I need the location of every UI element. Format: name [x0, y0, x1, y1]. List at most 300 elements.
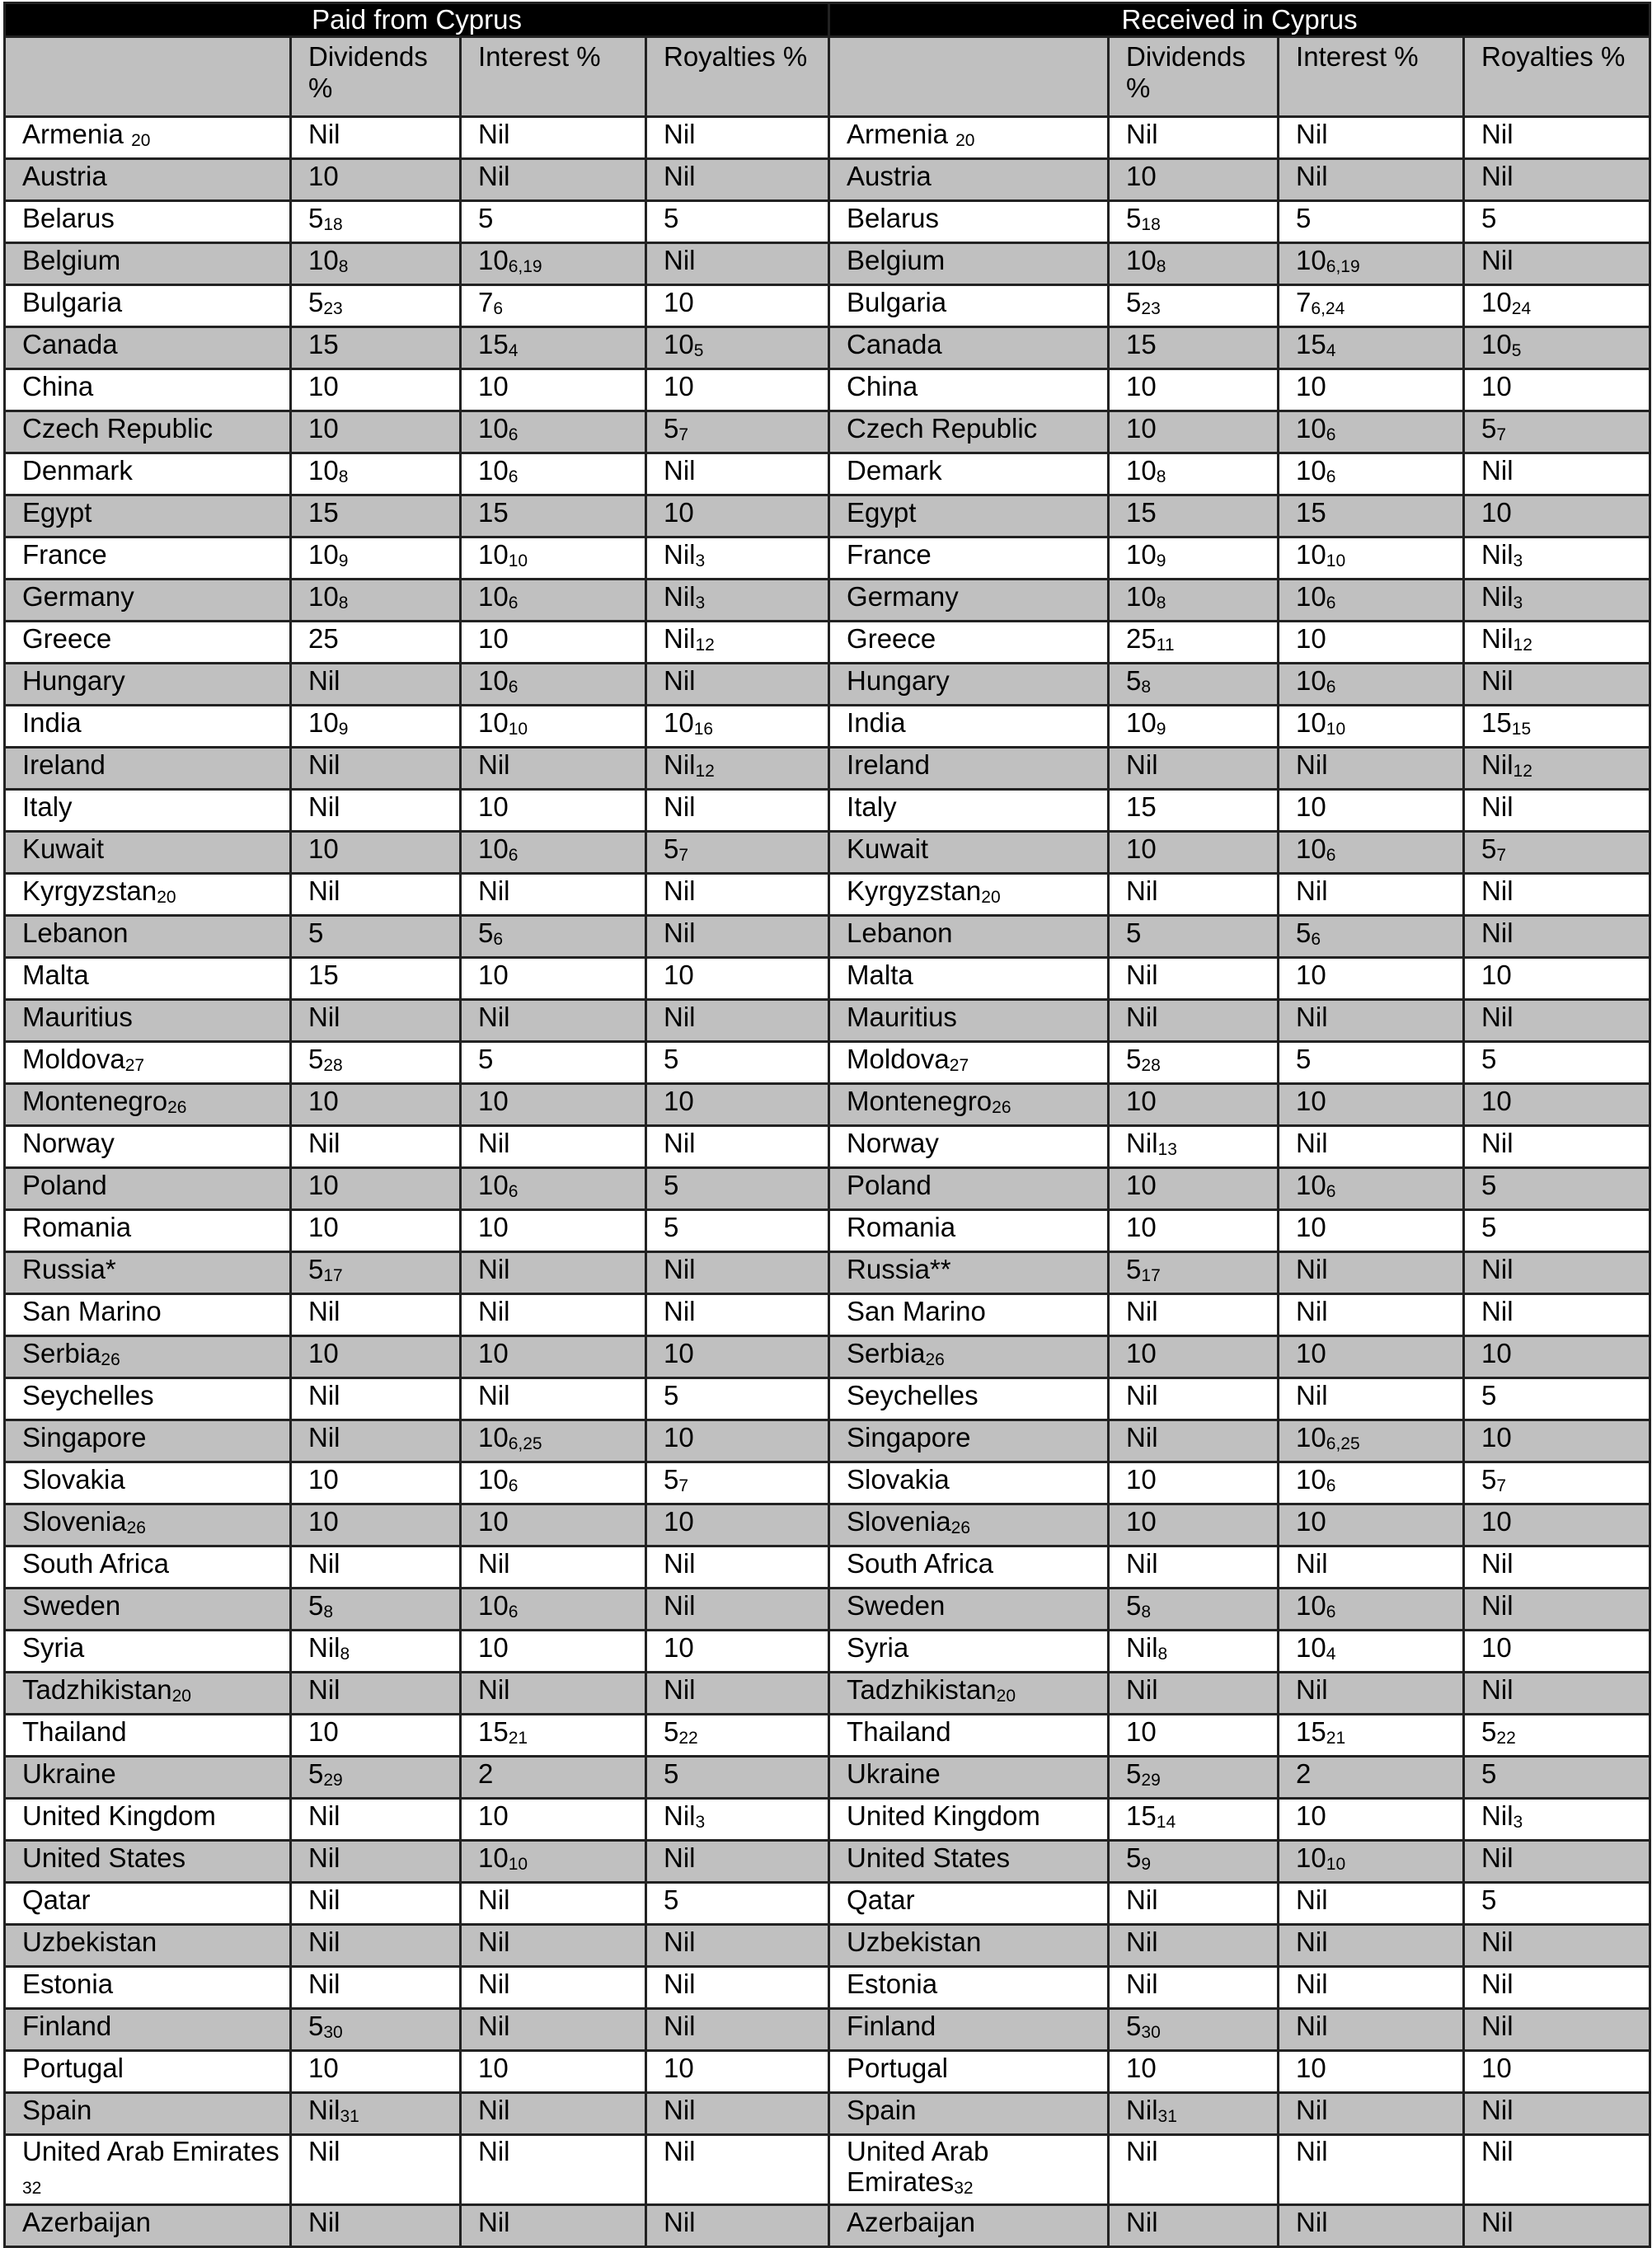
received-country-cell — [829, 1589, 1109, 1631]
paid-country-value: Syria — [22, 1632, 85, 1663]
paid-interest-cell — [461, 916, 646, 958]
paid-royalties-footnote: 22 — [678, 1729, 698, 1748]
paid-dividends-cell — [291, 1504, 461, 1546]
received-dividends-value: 10 — [1126, 1170, 1157, 1200]
paid-royalties-value: Nil — [664, 1674, 696, 1705]
paid-interest-value: 7 — [478, 287, 494, 317]
received-royalties-value: Nil — [1481, 1590, 1514, 1621]
received-dividends-cell — [1109, 495, 1279, 537]
received-country-value: Moldova — [847, 1044, 950, 1074]
received-royalties-value: 5 — [1481, 1758, 1497, 1789]
received-royalties-value: 10 — [1481, 1422, 1512, 1453]
paid-country-cell — [5, 1042, 291, 1084]
received-dividends-cell — [1109, 874, 1279, 916]
received-dividends-footnote: 8 — [1156, 257, 1166, 276]
paid-country-value: San Marino — [22, 1296, 162, 1326]
received-interest-value: 10 — [1296, 960, 1326, 990]
paid-country-value: India — [22, 707, 82, 738]
table-row — [5, 537, 1650, 580]
received-dividends-cell — [1109, 1378, 1279, 1420]
received-royalties-value: Nil — [1481, 1002, 1514, 1032]
received-country-value: South Africa — [847, 1548, 993, 1579]
paid-interest-value: 10 — [478, 665, 509, 696]
paid-royalties-value: 10 — [664, 497, 694, 528]
received-royalties-value: Nil — [1481, 1548, 1514, 1579]
paid-interest-cell — [461, 2205, 646, 2247]
received-interest-cell — [1279, 1504, 1464, 1546]
paid-interest-value: 10 — [478, 1464, 509, 1495]
received-royalties-value: Nil — [1481, 1296, 1514, 1326]
received-dividends-value: Nil — [1126, 2136, 1158, 2166]
received-interest-cell — [1279, 1546, 1464, 1589]
received-interest-value: Nil — [1296, 1548, 1328, 1579]
paid-country-value: Serbia — [22, 1338, 101, 1368]
received-royalties-cell — [1464, 1126, 1650, 1168]
received-dividends-value: 10 — [1126, 413, 1157, 443]
received-dividends-footnote: 13 — [1157, 1140, 1177, 1159]
received-royalties-footnote: 22 — [1496, 1729, 1516, 1748]
paid-country-value: China — [22, 371, 94, 401]
received-dividends-value: 10 — [1126, 245, 1157, 275]
received-country-cell — [829, 706, 1109, 748]
received-country-cell — [829, 916, 1109, 958]
received-interest-cell — [1279, 1925, 1464, 1967]
received-royalties-cell — [1464, 1757, 1650, 1799]
received-dividends-cell — [1109, 748, 1279, 790]
received-interest-cell — [1279, 243, 1464, 285]
paid-royalties-cell — [646, 874, 829, 916]
received-dividends-cell — [1109, 1757, 1279, 1799]
received-royalties-cell — [1464, 748, 1650, 790]
paid-dividends-value: Nil — [308, 1674, 340, 1705]
received-royalties-cell — [1464, 1546, 1650, 1589]
paid-dividends-value: Nil — [308, 2095, 340, 2125]
paid-country-cell — [5, 1967, 291, 2009]
table-row — [5, 832, 1650, 874]
paid-country-footnote: 20 — [171, 1687, 191, 1706]
received-country-value: Azerbaijan — [847, 2207, 975, 2237]
received-dividends-cell — [1109, 790, 1279, 832]
paid-interest-footnote: 4 — [508, 341, 519, 360]
paid-country-cell — [5, 1757, 291, 1799]
received-royalties-footnote: 7 — [1496, 1476, 1507, 1495]
paid-country-cell — [5, 2051, 291, 2093]
paid-dividends-cell — [291, 1799, 461, 1841]
paid-country-value: South Africa — [22, 1548, 169, 1579]
received-interest-value: 10 — [1296, 1800, 1326, 1831]
paid-dividends-value: 15 — [308, 329, 339, 359]
received-country-footnote: 20 — [981, 888, 1001, 907]
received-dividends-cell — [1109, 1589, 1279, 1631]
received-country-cell — [829, 1841, 1109, 1883]
paid-royalties-value: Nil — [664, 119, 696, 149]
paid-royalties-value: 10 — [664, 1086, 694, 1116]
received-royalties-footnote: 12 — [1513, 636, 1532, 655]
paid-royalties-value: 5 — [664, 413, 679, 443]
paid-dividends-value: 10 — [308, 1716, 339, 1747]
table-row — [5, 1042, 1650, 1084]
paid-interest-footnote: 6 — [508, 678, 519, 697]
table-row — [5, 1252, 1650, 1294]
received-interest-cell — [1279, 706, 1464, 748]
paid-royalties-value: Nil — [664, 1254, 696, 1284]
table-row — [5, 1336, 1650, 1378]
received-interest-value: Nil — [1296, 1254, 1328, 1284]
received-royalties-cell — [1464, 2135, 1650, 2205]
paid-royalties-header: Royalties % — [646, 37, 829, 117]
received-royalties-value: 5 — [1481, 1212, 1497, 1242]
paid-interest-cell — [461, 1715, 646, 1757]
paid-interest-cell — [461, 495, 646, 537]
paid-interest-cell — [461, 1546, 646, 1589]
paid-country-value: Canada — [22, 329, 118, 359]
paid-dividends-footnote: 8 — [338, 467, 349, 486]
received-dividends-cell — [1109, 1546, 1279, 1589]
table-row — [5, 1504, 1650, 1546]
received-dividends-cell — [1109, 411, 1279, 453]
paid-dividends-value: 5 — [308, 1758, 324, 1789]
paid-interest-value: 15 — [478, 1716, 509, 1747]
paid-interest-cell — [461, 1631, 646, 1673]
received-dividends-footnote: 31 — [1157, 2107, 1177, 2126]
paid-country-value: Czech Republic — [22, 413, 214, 443]
received-country-cell — [829, 1546, 1109, 1589]
paid-dividends-value: 25 — [308, 623, 339, 654]
received-dividends-value: 5 — [1126, 2011, 1142, 2041]
table-row — [5, 369, 1650, 411]
paid-dividends-value: Nil — [308, 665, 340, 696]
paid-dividends-cell — [291, 2009, 461, 2051]
paid-royalties-value: Nil — [664, 161, 696, 191]
paid-country-value: Kyrgyzstan — [22, 875, 157, 906]
received-dividends-value: 5 — [1126, 665, 1142, 696]
paid-interest-cell — [461, 664, 646, 706]
received-dividends-cell — [1109, 243, 1279, 285]
paid-country-value: Ukraine — [22, 1758, 116, 1789]
received-country-value: San Marino — [847, 1296, 986, 1326]
received-country-value: India — [847, 707, 906, 738]
received-interest-cell — [1279, 1294, 1464, 1336]
received-interest-value: Nil — [1296, 2136, 1328, 2166]
received-dividends-cell — [1109, 2205, 1279, 2247]
received-royalties-value: 10 — [1481, 287, 1512, 317]
received-interest-cell — [1279, 622, 1464, 664]
paid-dividends-cell — [291, 2093, 461, 2135]
received-interest-cell — [1279, 2205, 1464, 2247]
received-interest-cell — [1279, 790, 1464, 832]
received-royalties-footnote: 3 — [1513, 594, 1523, 612]
paid-interest-cell — [461, 1294, 646, 1336]
paid-royalties-cell — [646, 2009, 829, 2051]
received-country-cell — [829, 1168, 1109, 1210]
received-royalties-cell — [1464, 1420, 1650, 1462]
paid-dividends-value: Nil — [308, 1548, 340, 1579]
received-interest-footnote: 6,25 — [1326, 1434, 1360, 1453]
received-interest-footnote: 6 — [1326, 1182, 1336, 1201]
received-dividends-value: Nil — [1126, 1927, 1158, 1957]
paid-country-value: Azerbaijan — [22, 2207, 151, 2237]
received-country-cell — [829, 874, 1109, 916]
paid-interest-cell — [461, 117, 646, 159]
table-row — [5, 495, 1650, 537]
received-dividends-footnote: 18 — [1141, 215, 1161, 234]
received-dividends-cell — [1109, 1715, 1279, 1757]
received-dividends-value: 10 — [1126, 161, 1157, 191]
paid-country-cell — [5, 1715, 291, 1757]
paid-country-cell — [5, 1252, 291, 1294]
received-country-cell — [829, 159, 1109, 201]
received-country-value: Ireland — [847, 749, 930, 780]
paid-dividends-value: 10 — [308, 1212, 339, 1242]
received-interest-cell — [1279, 411, 1464, 453]
paid-dividends-cell — [291, 1841, 461, 1883]
paid-interest-cell — [461, 832, 646, 874]
paid-dividends-cell — [291, 1126, 461, 1168]
paid-dividends-footnote: 31 — [340, 2107, 359, 2126]
received-royalties-footnote: 24 — [1511, 299, 1532, 318]
paid-interest-value: Nil — [478, 2207, 510, 2237]
paid-dividends-cell — [291, 1715, 461, 1757]
received-country-cell — [829, 1757, 1109, 1799]
received-royalties-value: 5 — [1481, 413, 1497, 443]
paid-dividends-footnote: 18 — [323, 215, 343, 234]
received-interest-cell — [1279, 2051, 1464, 2093]
received-dividends-cell — [1109, 664, 1279, 706]
received-royalties-value: 5 — [1481, 1380, 1497, 1410]
paid-royalties-value: 10 — [664, 1506, 694, 1537]
paid-interest-cell — [461, 1210, 646, 1252]
paid-dividends-cell — [291, 1084, 461, 1126]
paid-royalties-cell — [646, 327, 829, 369]
paid-royalties-cell — [646, 1168, 829, 1210]
received-dividends-footnote: 11 — [1156, 636, 1175, 655]
paid-interest-value: 10 — [478, 1590, 509, 1621]
received-country-value: Armenia — [847, 119, 956, 149]
paid-royalties-footnote: 5 — [693, 341, 704, 360]
received-country-value: Syria — [847, 1632, 909, 1663]
table-row — [5, 874, 1650, 916]
paid-dividends-cell — [291, 1000, 461, 1042]
received-dividends-value: 10 — [1126, 833, 1157, 864]
paid-dividends-value: 5 — [308, 1044, 324, 1074]
paid-royalties-footnote: 3 — [695, 1813, 706, 1832]
paid-dividends-value: Nil — [308, 1296, 340, 1326]
received-interest-footnote: 6,24 — [1311, 299, 1345, 318]
paid-country-cell — [5, 706, 291, 748]
paid-royalties-value: 10 — [664, 1422, 694, 1453]
received-interest-value: Nil — [1296, 749, 1328, 780]
paid-dividends-value: Nil — [308, 791, 340, 822]
received-dividends-cell — [1109, 1336, 1279, 1378]
received-royalties-value: Nil — [1481, 1842, 1514, 1873]
table-row — [5, 2205, 1650, 2247]
paid-country-cell — [5, 537, 291, 580]
paid-country-cell — [5, 790, 291, 832]
paid-dividends-cell — [291, 832, 461, 874]
paid-dividends-value: 5 — [308, 203, 324, 233]
paid-interest-cell — [461, 201, 646, 243]
table-row — [5, 580, 1650, 622]
received-country-value: Mauritius — [847, 1002, 957, 1032]
paid-interest-footnote: 6 — [508, 467, 519, 486]
received-dividends-value: 10 — [1126, 371, 1157, 401]
paid-interest-cell — [461, 453, 646, 495]
received-royalties-cell — [1464, 1589, 1650, 1631]
received-interest-footnote: 6 — [1326, 467, 1336, 486]
table-row — [5, 1589, 1650, 1631]
paid-country-value: Portugal — [22, 2053, 124, 2083]
paid-country-cell — [5, 874, 291, 916]
paid-country-footnote: 27 — [124, 1056, 145, 1075]
received-country-cell — [829, 1673, 1109, 1715]
received-royalties-value: Nil — [1481, 161, 1514, 191]
paid-country-value: Kuwait — [22, 833, 105, 864]
paid-dividends-cell — [291, 1168, 461, 1210]
received-interest-cell — [1279, 1420, 1464, 1462]
received-country-value: Finland — [847, 2011, 936, 2041]
received-country-footnote: 27 — [949, 1056, 969, 1075]
received-country-cell — [829, 1252, 1109, 1294]
paid-royalties-cell — [646, 1504, 829, 1546]
paid-royalties-value: Nil — [664, 455, 696, 486]
paid-country-cell — [5, 1589, 291, 1631]
received-interest-value: 15 — [1296, 1716, 1326, 1747]
paid-royalties-footnote: 7 — [678, 1476, 689, 1495]
paid-dividends-value: 10 — [308, 1506, 339, 1537]
received-country-cell — [829, 327, 1109, 369]
received-dividends-cell — [1109, 1420, 1279, 1462]
paid-dividends-cell — [291, 411, 461, 453]
paid-royalties-value: Nil — [664, 2095, 696, 2125]
paid-interest-value: 10 — [478, 455, 509, 486]
received-interest-cell — [1279, 327, 1464, 369]
paid-dividends-value: 5 — [308, 1590, 324, 1621]
received-interest-cell — [1279, 1757, 1464, 1799]
paid-country-value: Mauritius — [22, 1002, 133, 1032]
received-dividends-cell — [1109, 2009, 1279, 2051]
paid-royalties-cell — [646, 1462, 829, 1504]
paid-dividends-value: 15 — [308, 960, 339, 990]
received-country-cell — [829, 1925, 1109, 1967]
paid-country-value: Belarus — [22, 203, 115, 233]
received-royalties-value: 10 — [1481, 1086, 1512, 1116]
received-dividends-cell — [1109, 1168, 1279, 1210]
received-royalties-cell — [1464, 1715, 1650, 1757]
paid-royalties-cell — [646, 1000, 829, 1042]
table-row — [5, 1631, 1650, 1673]
received-country-cell — [829, 369, 1109, 411]
received-royalties-value: 5 — [1481, 1044, 1497, 1074]
paid-from-cyprus-header: Paid from Cyprus — [5, 3, 829, 37]
paid-interest-cell — [461, 2051, 646, 2093]
paid-royalties-footnote: 3 — [695, 594, 706, 612]
paid-royalties-cell — [646, 1589, 829, 1631]
paid-country-value: Austria — [22, 161, 107, 191]
received-royalties-cell — [1464, 1967, 1650, 2009]
received-royalties-cell — [1464, 1168, 1650, 1210]
received-country-value: United Arab Emirates — [847, 2136, 989, 2197]
paid-country-value: Hungary — [22, 665, 125, 696]
paid-royalties-footnote: 7 — [678, 425, 689, 444]
received-interest-value: Nil — [1296, 1969, 1328, 1999]
paid-dividends-value: 10 — [308, 539, 339, 570]
paid-royalties-cell — [646, 832, 829, 874]
received-country-value: Uzbekistan — [847, 1927, 982, 1957]
received-dividends-value: 25 — [1126, 623, 1157, 654]
received-interest-value: 10 — [1296, 707, 1326, 738]
paid-interest-value: 10 — [478, 960, 509, 990]
paid-dividends-value: 10 — [308, 581, 339, 612]
paid-country-value: Ireland — [22, 749, 106, 780]
received-royalties-cell — [1464, 874, 1650, 916]
received-interest-cell — [1279, 453, 1464, 495]
received-dividends-value: Nil — [1126, 1548, 1158, 1579]
received-dividends-value: 15 — [1126, 791, 1157, 822]
received-interest-value: 10 — [1296, 2053, 1326, 2083]
received-country-cell — [829, 1000, 1109, 1042]
paid-country-value: Seychelles — [22, 1380, 154, 1410]
received-royalties-cell — [1464, 453, 1650, 495]
paid-interest-cell — [461, 1084, 646, 1126]
received-interest-cell — [1279, 580, 1464, 622]
paid-royalties-cell — [646, 1378, 829, 1420]
paid-country-value: United Kingdom — [22, 1800, 216, 1831]
paid-royalties-cell — [646, 243, 829, 285]
received-country-value: Slovenia — [847, 1506, 951, 1537]
paid-country-value: Russia* — [22, 1254, 116, 1284]
received-dividends-cell — [1109, 580, 1279, 622]
received-royalties-value: Nil — [1481, 749, 1514, 780]
received-interest-cell — [1279, 1378, 1464, 1420]
paid-interest-cell — [461, 1462, 646, 1504]
received-interest-value: Nil — [1296, 119, 1328, 149]
paid-interest-value: 5 — [478, 918, 494, 948]
paid-dividends-value: 5 — [308, 1254, 324, 1284]
paid-dividends-cell — [291, 1210, 461, 1252]
paid-country-value: Greece — [22, 623, 112, 654]
received-dividends-value: 10 — [1126, 2053, 1157, 2083]
received-interest-cell — [1279, 1883, 1464, 1925]
paid-royalties-cell — [646, 201, 829, 243]
paid-royalties-value: 5 — [664, 1044, 679, 1074]
received-country-value: Belgium — [847, 245, 946, 275]
received-country-cell — [829, 748, 1109, 790]
received-dividends-cell — [1109, 285, 1279, 327]
table-row — [5, 916, 1650, 958]
paid-dividends-cell — [291, 706, 461, 748]
paid-country-cell — [5, 1673, 291, 1715]
received-country-value: Kyrgyzstan — [847, 875, 982, 906]
paid-royalties-cell — [646, 622, 829, 664]
paid-royalties-cell — [646, 1715, 829, 1757]
received-interest-cell — [1279, 159, 1464, 201]
paid-country-cell — [5, 1420, 291, 1462]
paid-royalties-cell — [646, 453, 829, 495]
received-interest-value: Nil — [1296, 1380, 1328, 1410]
received-country-value: Italy — [847, 791, 897, 822]
received-dividends-footnote: 30 — [1141, 2023, 1161, 2042]
received-dividends-cell — [1109, 159, 1279, 201]
paid-country-value: Sweden — [22, 1590, 121, 1621]
paid-interest-footnote: 6 — [508, 1476, 519, 1495]
paid-royalties-value: 5 — [664, 203, 679, 233]
paid-country-footnote: 20 — [131, 131, 151, 150]
table-row — [5, 1000, 1650, 1042]
received-country-value: Tadzhikistan — [847, 1674, 997, 1705]
paid-country-cell — [5, 1841, 291, 1883]
paid-dividends-value: Nil — [308, 1632, 340, 1663]
paid-country-cell — [5, 748, 291, 790]
